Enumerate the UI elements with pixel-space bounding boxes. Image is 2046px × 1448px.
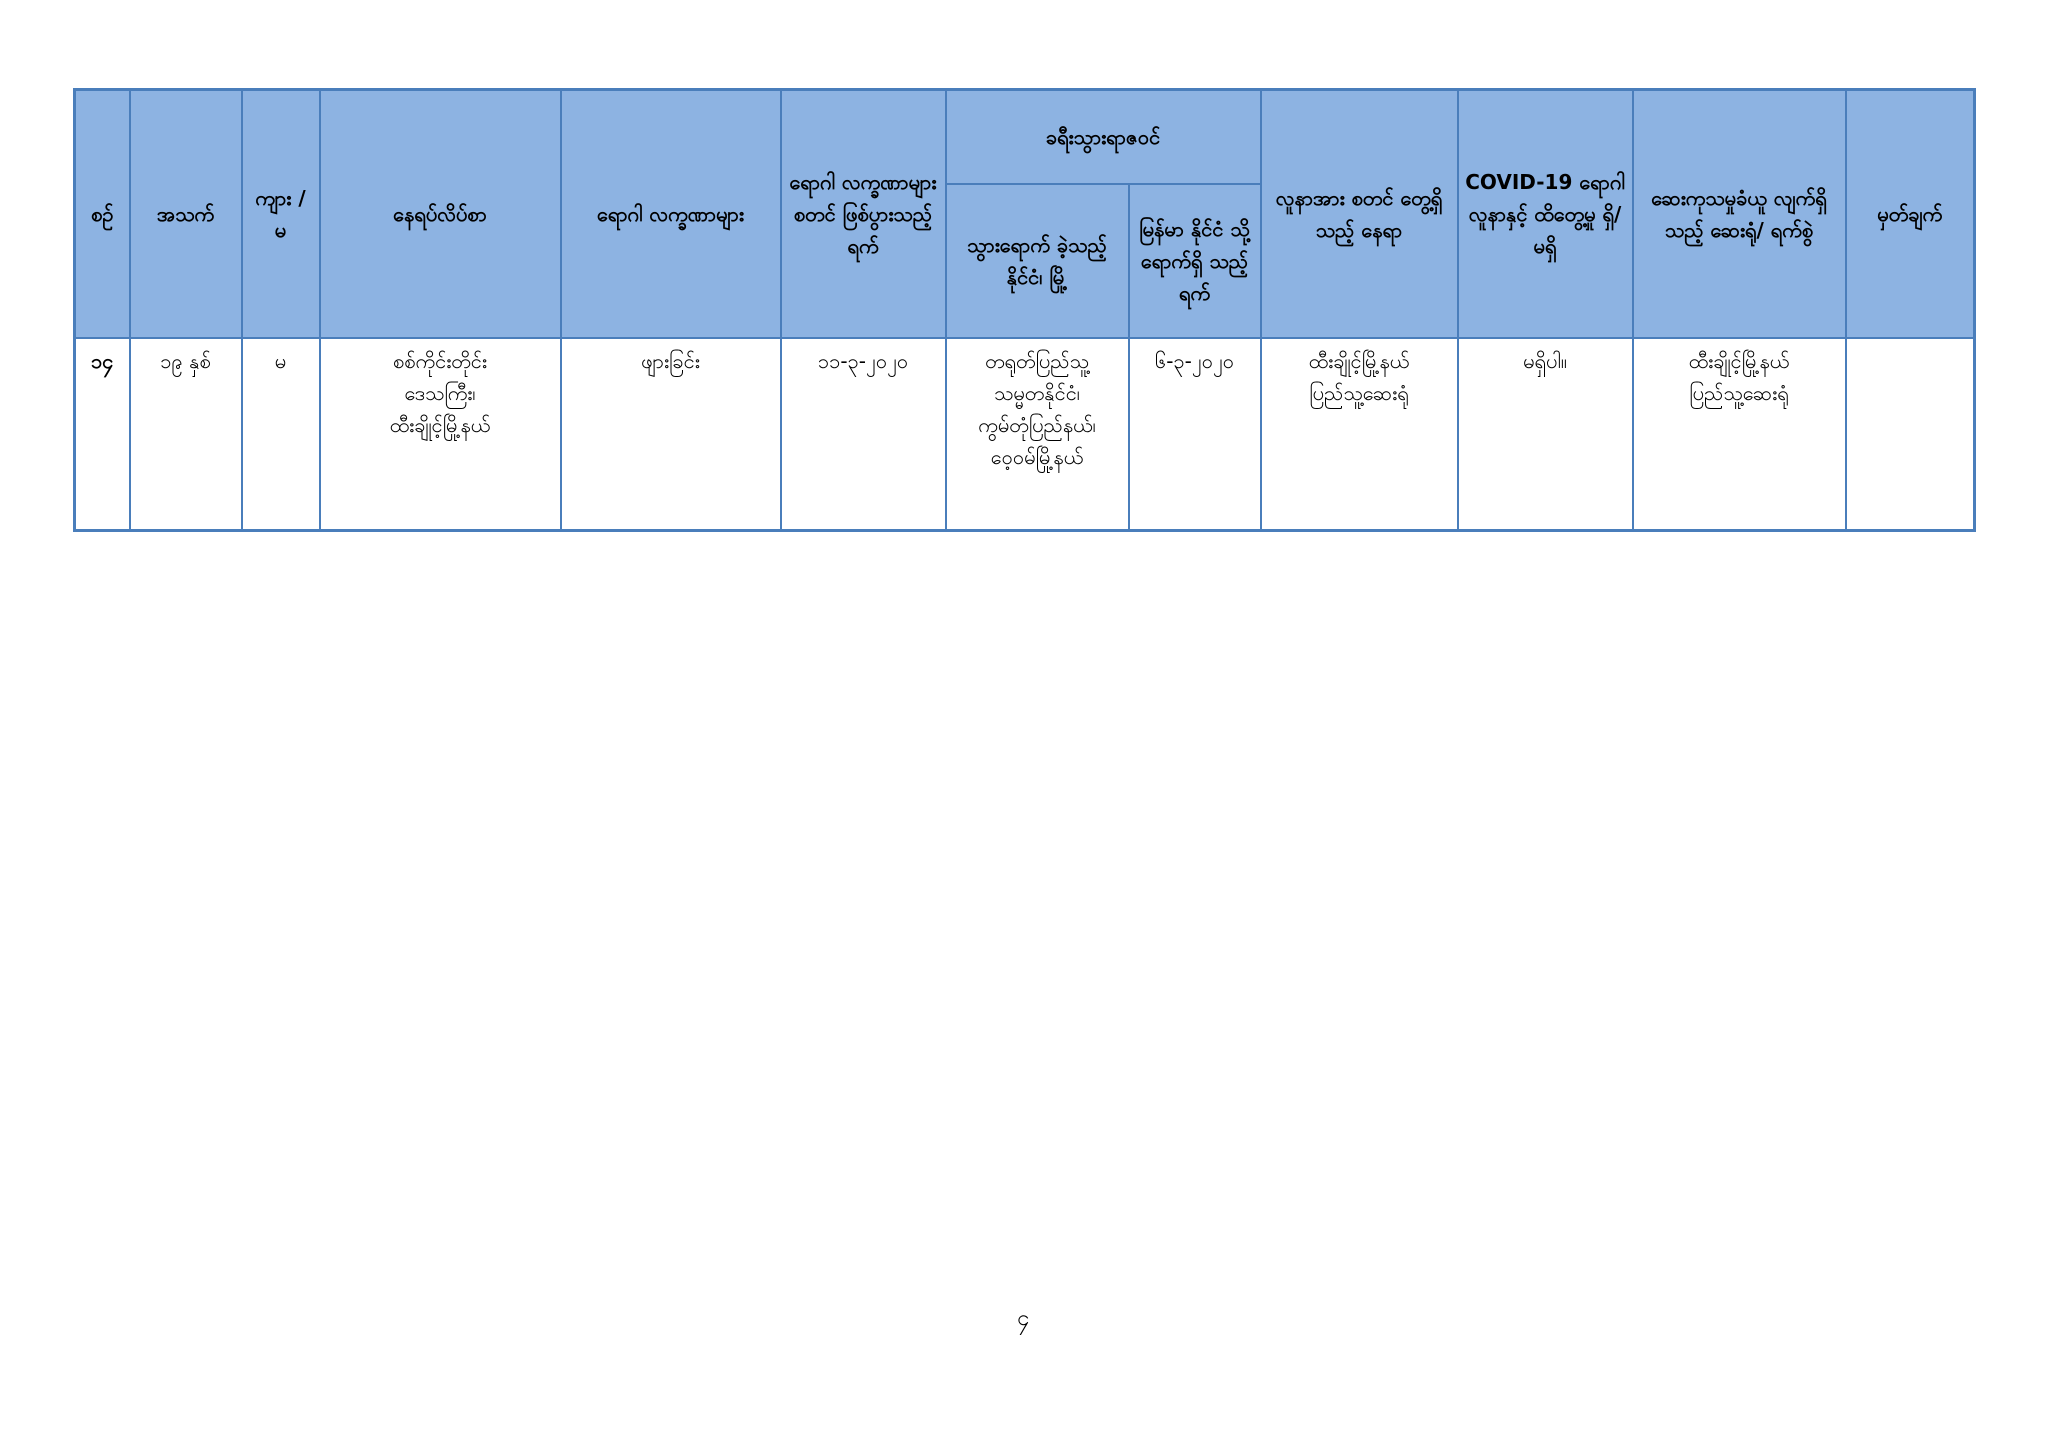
cell-treating-hospital [1633,338,1846,531]
header-address: နေရပ်လိပ်စာ [320,90,561,339]
header-contact-with-patient: COVID-19 ရောဂါ လူနာနှင့် ထိတွေ့မှု ရှိ/ မရှိ [1458,90,1633,339]
travel-country-line: သမ္မတနိုင်ငံ၊ [994,381,1080,405]
cell-contact-with-patient: မရှိပါ။ [1458,338,1633,531]
header-gender: ကျား / မ [242,90,320,339]
cell-age: ၁၉ နှစ် [130,338,242,531]
address-line: ထီးချိုင့်မြို့နယ် [389,413,491,437]
header-remarks: မှတ်ချက် [1846,90,1975,339]
treating-hospital-line: ထီးချိုင့်မြို့နယ် [1688,349,1790,373]
header-travel-country: သွားရောက် ခဲ့သည့် နိုင်ငံ၊ မြို့ [946,184,1129,338]
cell-arrival-date: ၆-၃-၂၀၂၀ [1129,338,1261,531]
header-treating-hospital: ဆေးကုသမှုခံယူ လျက်ရှိသည့် ဆေးရုံ/ ရက်စွဲ [1633,90,1846,339]
header-onset-date: ရောဂါ လက္ခဏာများ စတင် ဖြစ်ပွားသည့် ရက် [781,90,946,339]
cell-symptoms: ဖျားခြင်း [561,338,781,531]
cell-remarks [1846,338,1975,531]
cell-onset-date: ၁၁-၃-၂၀၂၀ [781,338,946,531]
header-arrival-date: မြန်မာ နိုင်ငံ သို့ ရောက်ရှိ သည့်ရက် [1129,184,1261,338]
travel-country-line: ဝေ့ဝမ်မြို့နယ် [990,445,1084,469]
travel-country-line: တရုတ်ပြည်သူ့ [985,349,1089,373]
header-serial: စဉ် [75,90,130,339]
first-found-place-line: ထီးချိုင့်မြို့နယ် [1308,349,1410,373]
cell-gender: မ [242,338,320,531]
page-number: ၄ [1016,1306,1030,1331]
header-first-found-place: လူနာအား စတင် တွေ့ရှိသည့် နေရာ [1261,90,1458,339]
header-symptoms: ရောဂါ လက္ခဏာများ [561,90,781,339]
cell-address [320,338,561,531]
address-line: စစ်ကိုင်းတိုင်း [393,349,487,373]
cell-serial: ၁၄ [75,338,130,531]
first-found-place-line: ပြည်သူ့ဆေးရုံ [1309,381,1409,405]
patient-case-table [73,88,1976,532]
address-line: ဒေသကြီး၊ [404,381,476,405]
cell-travel-country [946,338,1129,531]
header-travel-history: ခရီးသွားရာဇဝင် [946,90,1261,185]
header-age: အသက် [130,90,242,339]
table-body [75,338,1975,531]
table-row [75,338,1975,531]
table-header [75,90,1975,339]
treating-hospital-line: ပြည်သူ့ဆေးရုံ [1689,381,1789,405]
travel-country-line: ကွမ်တုံပြည်နယ်၊ [978,413,1096,437]
cell-first-found-place [1261,338,1458,531]
